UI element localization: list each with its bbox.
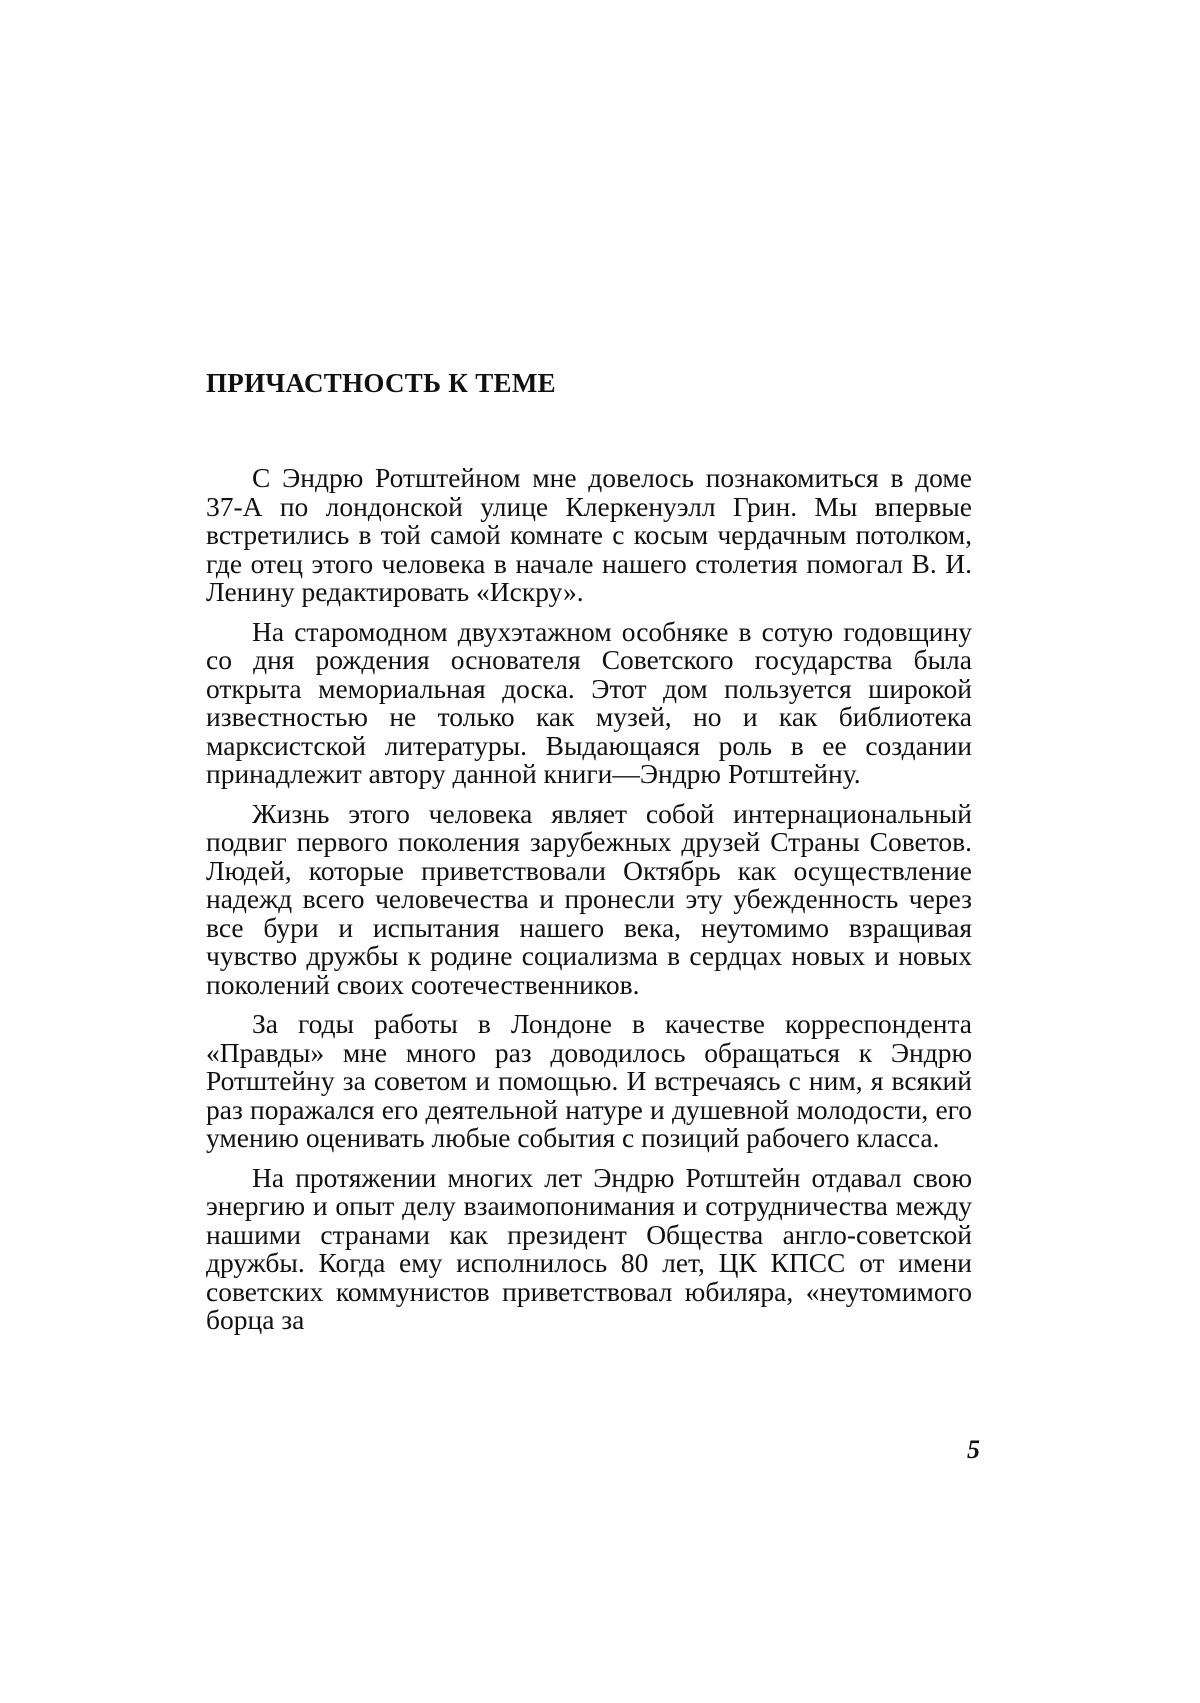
paragraph-1: С Эндрю Ротштейном мне довелось познакомиться в доме 37-А по лондонской улице Клеркенуэлл Грин. Мы впервые встретились в той самой комнате с косым чердачным потолком, где отец этого человека в начале нашего столетия помогал В. И. Ленину редактировать «Искру».: [206, 462, 972, 607]
chapter-heading: ПРИЧАСТНОСТЬ К ТЕМЕ: [206, 368, 556, 398]
page-number: 5: [967, 1435, 980, 1464]
paragraph-4: За годы работы в Лондоне в качестве корреспондента «Правды» мне много раз доводилось обращаться к Эндрю Ротштейну за советом и помощью. И встречаясь с ним, я всякий раз поражался его деятельной натуре и душевной молодости, его умению оценивать любые события с позиций рабочего класса.: [206, 1008, 972, 1153]
paragraph-5: На протяжении многих лет Эндрю Ротштейн отдавал свою энергию и опыт делу взаимопонимания и сотрудничества между нашими странами как президент Общества англо-советской дружбы. Когда ему исполнилось 80 лет, ЦК КПСС от имени советских коммунистов приветствовал юбиляра, «неутомимого борца за: [206, 1161, 972, 1335]
paragraph-3: Жизнь этого человека являет собой интернациональный подвиг первого поколения зарубежных друзей Страны Советов. Людей, которые приветствовали Октябрь как осуществление надежд всего человечества и пронесли эту убежденность через все бури и испытания нашего века, неутомимо взращивая чувство дружбы к родине социализма в сердцах новых и новых поколений своих соотечественников.: [206, 797, 972, 1000]
paragraph-2: На старомодном двухэтажном особняке в сотую годовщину со дня рождения основателя Советского государства была открыта мемориальная доска. Этот дом пользуется широкой известностью не только как музей, но и как библиотека марксистской литературы. Выдающаяся роль в ее создании принадлежит автору данной книги—Эндрю Ротштейну.: [206, 615, 972, 789]
body-text: [206, 464, 972, 1346]
